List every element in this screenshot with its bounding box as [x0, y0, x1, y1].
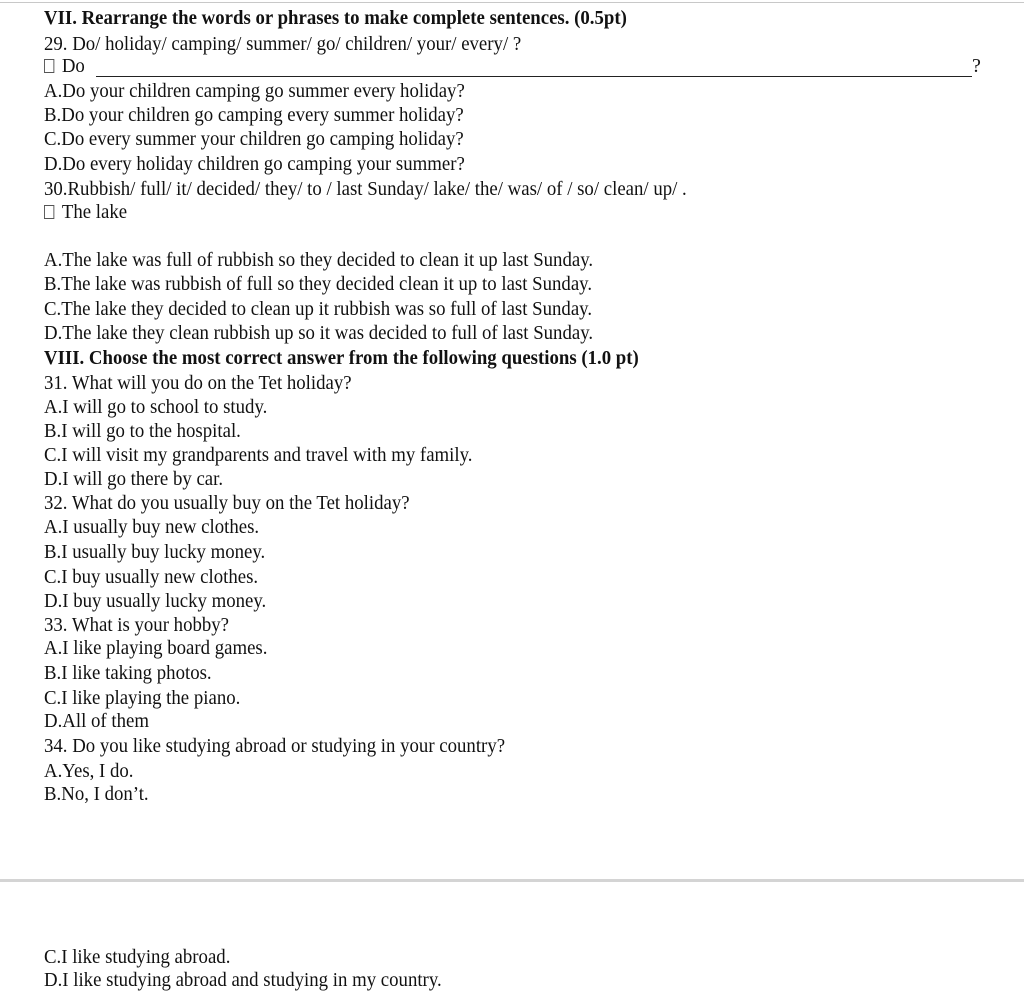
q33-prompt: 33. What is your hobby?	[44, 614, 230, 636]
q29-option-a: A.Do your children camping go summer every holiday?	[44, 80, 465, 102]
q29-blank-underline	[96, 76, 972, 77]
q29-option-d: D.Do every holiday children go camping your summer?	[44, 153, 465, 175]
section-viii-heading: VIII. Choose the most correct answer from the following questions (1.0 pt)	[44, 347, 639, 369]
page-top-border	[0, 2, 1024, 3]
q34-option-b: B.No, I don’t.	[44, 783, 149, 805]
q32-prompt: 32. What do you usually buy on the Tet holiday?	[44, 492, 410, 514]
q31-option-b: B.I will go to the hospital.	[44, 420, 241, 442]
q32-option-c: C.I buy usually new clothes.	[44, 566, 259, 588]
q32-option-d: D.I buy usually lucky money.	[44, 590, 267, 612]
page-break-separator	[0, 879, 1024, 882]
q33-option-c: C.I like playing the piano.	[44, 687, 241, 709]
q33-option-d: D.All of them	[44, 710, 149, 732]
q30-option-a: A.The lake was full of rubbish so they decided to clean it up last Sunday.	[44, 249, 594, 271]
q31-option-d: D.I will go there by car.	[44, 468, 224, 490]
q32-option-a: A.I usually buy new clothes.	[44, 516, 260, 538]
q30-answer-line	[44, 200, 127, 224]
q29-answer-line	[44, 54, 85, 78]
q34-option-c: C.I like studying abroad.	[44, 946, 231, 968]
q34-option-d: D.I like studying abroad and studying in my country.	[44, 969, 442, 991]
q31-option-c: C.I will visit my grandparents and travel with my family.	[44, 444, 473, 466]
q29-prompt: 29. Do/ holiday/ camping/ summer/ go/ children/ your/ every/ ?	[44, 33, 522, 55]
q30-prompt: 30.Rubbish/ full/ it/ decided/ they/ to / last Sunday/ lake/ the/ was/ of / so/ clean/ up/ .	[44, 178, 687, 200]
q33-option-a: A.I like playing board games.	[44, 637, 268, 659]
q29-option-b: B.Do your children go camping every summer holiday?	[44, 104, 464, 126]
q30-option-b: B.The lake was rubbish of full so they decided clean it up to last Sunday.	[44, 273, 593, 295]
q29-answer-end: ?	[972, 55, 981, 77]
q34-option-a: A.Yes, I do.	[44, 760, 134, 782]
q30-option-d: D.The lake they clean rubbish up so it was decided to full of last Sunday.	[44, 322, 594, 344]
q29-answer-start: Do	[61, 55, 85, 77]
q30-option-c: C.The lake they decided to clean up it rubbish was so full of last Sunday.	[44, 298, 593, 320]
checkbox-icon	[44, 59, 54, 73]
section-vii-heading: VII. Rearrange the words or phrases to make complete sentences. (0.5pt)	[44, 7, 627, 29]
q31-prompt: 31. What will you do on the Tet holiday?	[44, 372, 352, 394]
q34-prompt: 34. Do you like studying abroad or studying in your country?	[44, 735, 506, 757]
q29-option-c: C.Do every summer your children go camping holiday?	[44, 128, 464, 150]
q31-option-a: A.I will go to school to study.	[44, 396, 268, 418]
checkbox-icon	[44, 205, 54, 219]
q30-answer-start: The lake	[61, 201, 128, 223]
q32-option-b: B.I usually buy lucky money.	[44, 541, 266, 563]
q33-option-b: B.I like taking photos.	[44, 662, 212, 684]
